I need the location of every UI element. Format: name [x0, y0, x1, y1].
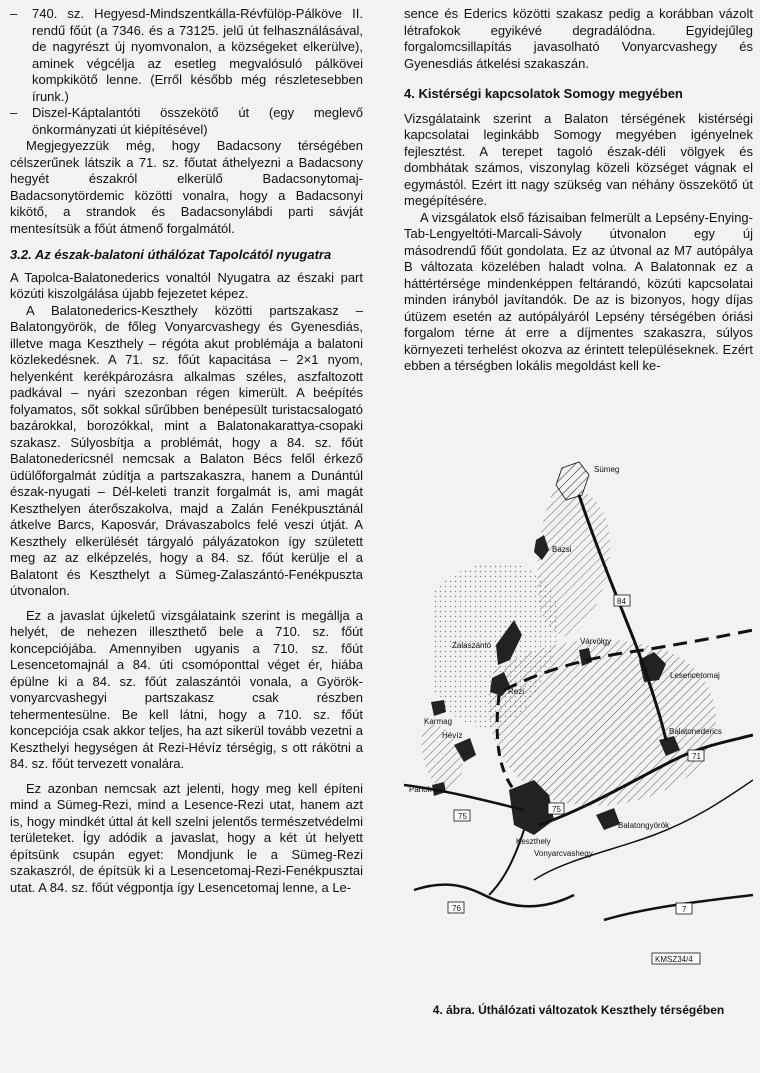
map-label: 7 [682, 905, 687, 914]
place-label: Hévíz [442, 731, 463, 740]
section-heading: 3.2. Az észak-balatoni úthálózat Tapolcától nyugatra [10, 247, 332, 262]
paragraph: Vizsgálataink szerint a Balaton térségének kistérségi kapcsolatai leginkább Somogy megyében igényelnek fejlesztést. A terepet tagoló észak-déli völgyek és dombhátak számos, viszonylag közeli községet vágnak el egymástól. Ezért itt nagy szükség van néhány összekötő út megépítésére. [404, 110, 753, 208]
paragraph: A Balatonederics-Keszthely közötti partszakasz – Balatongyörök, de főleg Vonyarcvashegy és Gyenesdiás, illetve maga Keszthely – régóta akut problémája a balatoni közlekedésnek. A 71. sz. főút kapacitása – 2×1 nyom, helyenként kerékpározásra alkalmas széles, aszfaltozott padkával – nyári szezonban régen kimerült. A beépítés folyamatos, sőt sokkal sűrűbben benépesült turistacsalogató bazárokkal, borozókkal, mint a Balatonakarattya-csopaki szakasz. Súlyosbítja a problémát, hogy a 84. sz. főút Balatonedericsnél nemcsak a Balaton Bécs felől érkező üdülőforgalmát zúdítja a partszakaszra, hanem a Dunántúl észak-nyugati – Dél-keleti tranzit forgalmát is, ami magát Keszthelyen áterőszakolva, majd a Zalán Fenékpusztánál átkelve Barcs, Kaposvár, Drávaszabolcs felé veszi útját. A Keszthely elkerülését tárgyaló pályázatokon így született meg az az elképzelés, hogy a 84. sz. főút kerülje el a Balatont és Keszthelyt a Sümeg-Zalaszántó-Fenékpuszta útvonalon. [10, 302, 363, 598]
list-item [10, 6, 363, 105]
place-label: Karmag [424, 717, 453, 726]
paragraph: sence és Ederics közötti szakasz pedig a korábban vázolt létrafokok egyikévé degradálódna. Egyidejűleg forgalomcsillapítás javasolható Vonyarcvashegy és Gyenesdiás átkelési szakaszán. [404, 6, 753, 71]
map-label: 75 [458, 812, 467, 821]
figure-caption: 4. ábra. Úthálózati változatok Keszthely térségében [432, 1003, 725, 1017]
town-balatongyorok [596, 808, 620, 830]
road-shield-76 [448, 902, 464, 913]
list-item [10, 105, 363, 138]
map-label: 75 [552, 805, 561, 814]
paragraph: Megjegyezzük még, hogy Badacsony térségében célszerűnek látszik a 71. sz. főutat áthelyezni a Badacsony hegyét északról elkerülő Badacsonytomaj-Badacsonytördemic közötti vonalra, hogy a Badacsonyi kikötő, a strandok és Badacsonylábdi parti sávját mentesítsük a főút átmenő forgalmától. [10, 138, 363, 236]
road-shield-7 [676, 903, 692, 914]
map-label: 84 [617, 597, 626, 606]
place-label: Balatonederics [669, 727, 722, 736]
place-label: Sümeg [594, 465, 620, 474]
right-column [404, 6, 753, 375]
hatched-area [488, 640, 716, 806]
place-label: Pahok [409, 785, 432, 794]
map-label: 71 [692, 752, 701, 761]
list-item-text: Diszel-Káptalantóti összekötő út (egy meglevő önkormányzati út kiépítésével) [32, 105, 363, 137]
hatched-area [537, 487, 610, 636]
list-item-text: 740. sz. Hegyesd-Mindszentkálla-Révfülöp-Pálköve II. rendű főút (a 7346. és a 73125. jelű út felhasználásával, de nagyrészt új nyomvonalon, a községeket elkerülve), aminek végcélja az esetleg megvalósuló pálkövei kompkikötő lenne. (Erről később még részletesebben írunk.) [32, 6, 363, 104]
road-76 [414, 885, 574, 907]
paragraph: A vizsgálatok első fázisaiban felmerült a Lepsény-Enying-Tab-Lengyeltóti-Marcali-Sávoly útvonalon egy új másodrendű főút gondolata. Ez az útvonal az M7 autópálya B változata közelében haladt volna. A Balatonnak ez a háttértérsége mindenképpen feltárandó, közúti kapcsolatai minden irányból javítandók. De az is bizonyos, hogy díjas útüzem esetén az autópályáról Lepsény térségében óriási forgalom térne át erre a díjmentes szakaszra, súlyos környezeti terhelést okozva az érintett településeknek. Ezért ebben a térségben lokális megoldást kell ke- [404, 209, 753, 373]
list-dash: – [10, 6, 18, 21]
place-label: Várvölgy [580, 637, 612, 646]
map-label: 76 [452, 904, 461, 913]
place-label: Vonyarcvashegy [534, 849, 593, 858]
paragraph: Ez azonban nemcsak azt jelenti, hogy meg kell építeni mind a Sümeg-Rezi, mind a Lesence-Rezi utat, hanem azt is, hogy mindkét úttal át kell szelni jelentős természetvédelmi területeket. Így adódik a javaslat, hogy a két út helyett építsünk csupán egyet: Mondjunk le a Sümeg-Rezi szakaszról, de építsük ki a Lesencetomaj-Rezi-Fenékpusztai utat. A 84. sz. főút végpontja így Lesencetomaj lenne, a Le- [10, 780, 363, 895]
road-network-map [404, 440, 753, 995]
list-dash: – [10, 105, 18, 120]
section-heading: 4. Kistérségi kapcsolatok Somogy megyében [404, 86, 683, 101]
road-shield-75 [548, 803, 564, 814]
town-karmag [431, 700, 446, 716]
left-column [10, 6, 363, 896]
place-label: Zalaszántó [452, 641, 492, 650]
place-label: Bazsi [552, 545, 572, 554]
place-label: Keszthely [516, 837, 551, 846]
paragraph: A Tapolca-Balatonederics vonaltól Nyugatra az északi part közúti kiszolgálása újabb fejezetet képez. [10, 269, 363, 301]
paragraph: Ez a javaslat újkeletű vizsgálataink szerint is megállja a helyét, de nehezen illeszthető bele a 710. sz. főút koncepciójába. Amennyiben ugyanis a 710. sz. főút Lesencetomajnál a 84. úti csomóponttal véget ér, hiába épülne ki a 84. sz. főút zalaszántói vonala, a Györök-vonyarcvashegyi partszakasz csak részben tehermentesülne. Be kell látni, hogy a 710. sz. főút koncepciója csak akkor teljes, ha azt sikerül tovább vezetni a Keszthelyi hegységen át Rezi-Hévíz térségig, s ott rákötni a 84. sz. főút tervezett vonalára. [10, 607, 363, 771]
road-shield-71 [688, 750, 704, 761]
map-code: KMSZ34/4 [655, 955, 693, 964]
road-shield-75 [454, 810, 470, 821]
place-label: Lesencetomaj [670, 671, 720, 680]
road-shield-84 [614, 595, 630, 606]
place-label: Balatongyörök [618, 821, 670, 830]
place-label: Rezi [508, 687, 525, 696]
